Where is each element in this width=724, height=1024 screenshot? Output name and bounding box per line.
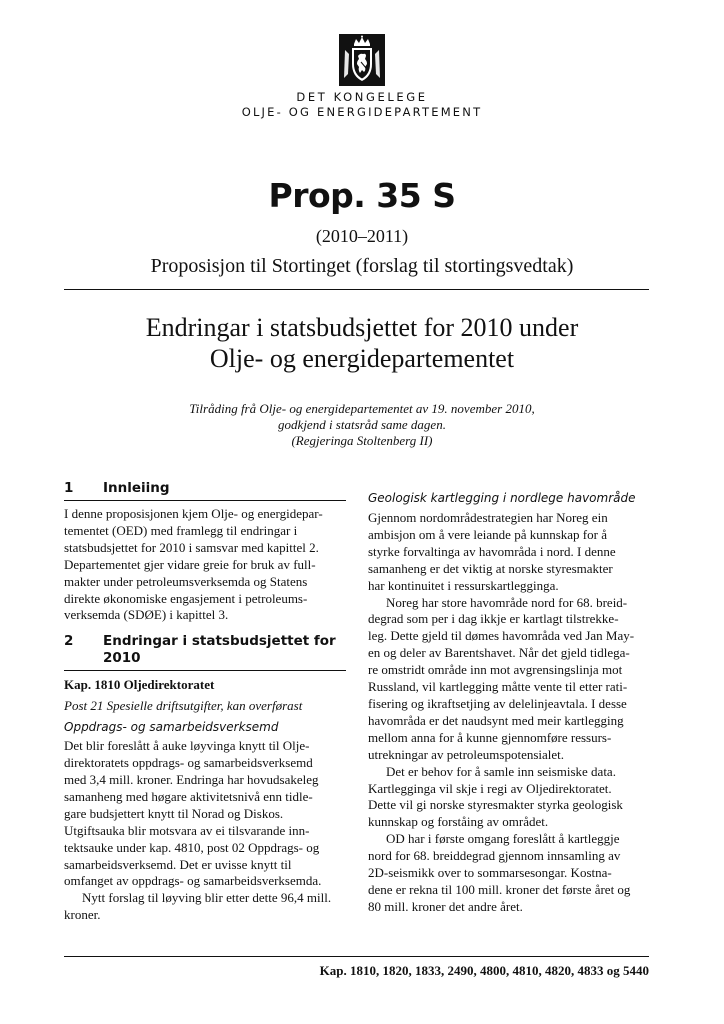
text-line: Nytt forslag til løyving blir etter dette 96,4 mill. bbox=[82, 890, 332, 906]
right-paragraph-4 bbox=[368, 831, 650, 916]
text-line: havområda er det naudsynt med meir kartlegging bbox=[368, 712, 624, 728]
section-title-1: Innleiing bbox=[103, 480, 170, 496]
text-line: Departementet gjer vidare greie for bruk av full- bbox=[64, 556, 316, 572]
text-line: en og deler av Barentshavet. Når det gjeld tidlega- bbox=[368, 645, 630, 661]
post-heading: Post 21 Spesielle driftsutgifter, kan overførast bbox=[64, 698, 303, 714]
text-line: samanheng er det viktig at norske styresmakter bbox=[368, 560, 613, 576]
footer-chapter-list: Kap. 1810, 1820, 1833, 2490, 4800, 4810, 4820, 4833 og 5440 bbox=[319, 963, 649, 978]
text-line: med 3,4 mill. kroner. Endringa har hovudsakeleg bbox=[64, 771, 319, 787]
section1-paragraph bbox=[64, 506, 346, 624]
text-line: direktoratets oppdrags- og samarbeidsverksemd bbox=[64, 755, 313, 771]
text-line: har kontinuitet i ressurskartlegginga. bbox=[368, 577, 559, 593]
subheading-geologisk: Geologisk kartlegging i nordlege havområde bbox=[368, 491, 636, 505]
section-heading-1 bbox=[64, 480, 346, 501]
section2-paragraph-2 bbox=[64, 890, 346, 924]
subheading-oppdrag: Oppdrags- og samarbeidsverksemd bbox=[64, 720, 279, 735]
text-line: 80 mill. kroner det andre året. bbox=[368, 898, 523, 914]
text-line: styrke forvaltinga av havområda i nord. I denne bbox=[368, 543, 616, 559]
main-title-line1: Endringar i statsbudsjettet for 2010 under bbox=[145, 313, 579, 342]
text-line: Det er behov for å samle inn seismiske data. bbox=[386, 763, 616, 779]
text-line: kroner. bbox=[64, 907, 101, 923]
royal-coat-of-arms-icon bbox=[339, 34, 385, 86]
text-line: utrekningar av petroleumspotensialet. bbox=[368, 746, 565, 762]
text-line: Utgiftsauka blir motsvara av ei tilsvarande inn- bbox=[64, 822, 310, 838]
text-line: Kartlegginga vil skje i regi av Oljedirektoratet. bbox=[368, 780, 612, 796]
logo-container bbox=[0, 34, 724, 91]
text-line: tektsauke under kap. 4810, post 02 Oppdrags- og bbox=[64, 839, 320, 855]
text-line: kunnskap og forståing av området. bbox=[368, 814, 549, 830]
text-line: dene er rekna til 100 mill. kroner det første året og bbox=[368, 881, 631, 897]
section-number-1: 1 bbox=[64, 480, 74, 496]
text-line: tementet (OED) med framlegg til endringar i bbox=[64, 522, 298, 538]
text-line: omfanget av oppdrags- og samarbeidsverksemda. bbox=[64, 873, 322, 889]
section2-paragraph-1 bbox=[64, 738, 346, 890]
proposition-title: Prop. 35 S bbox=[268, 176, 456, 215]
text-line: leg. Dette gjeld til dømes havområda ved Jan May- bbox=[368, 628, 635, 644]
right-column bbox=[368, 490, 650, 916]
text-line: Noreg har store havområde nord for 68. breid- bbox=[386, 594, 628, 610]
text-line: nord for 68. breiddegrad gjennom innsamling av bbox=[368, 848, 621, 864]
text-line: makter under petroleumsverksemda og Statens bbox=[64, 573, 308, 589]
text-line: degrad som per i dag ikkje er kartlagt tilstrekke- bbox=[368, 611, 619, 627]
chapter-heading: Kap. 1810 Oljedirektoratet bbox=[64, 677, 215, 693]
title-divider bbox=[64, 289, 649, 290]
text-line: statsbudsjettet for 2010 i samsvar med kapittel 2. bbox=[64, 539, 319, 555]
department-name-line1: DET KONGELEGE bbox=[296, 90, 428, 104]
text-line: samanheng med høgare aktivitetsnivå enn tidle- bbox=[64, 788, 313, 804]
recommendation-line1: Tilråding frå Olje- og energidepartementet av 19. november 2010, bbox=[189, 401, 535, 416]
proposition-subtitle: Proposisjon til Stortinget (forslag til stortingsvedtak) bbox=[150, 255, 574, 277]
left-column bbox=[64, 480, 346, 924]
text-line: Gjennom nordområdestrategien har Noreg ein bbox=[368, 510, 608, 525]
section-number-2: 2 bbox=[64, 633, 74, 650]
footer-divider bbox=[64, 956, 649, 957]
recommendation-block bbox=[60, 401, 664, 449]
section-title-2-line2: 2010 bbox=[103, 650, 141, 667]
session-years: (2010–2011) bbox=[315, 226, 409, 246]
document-main-title bbox=[60, 312, 664, 374]
text-line: direkte økonomiske engasjement i petroleums- bbox=[64, 590, 308, 606]
text-line: ambisjon om å vere leiande på kunnskap for å bbox=[368, 526, 607, 542]
text-line: mellom anna for å kunne gjennomføre ressurs- bbox=[368, 729, 612, 745]
text-line: samarbeidsverksemd. Det er uvisse knytt til bbox=[64, 856, 292, 872]
section-title-2-line1: Endringar i statsbudsjettet for bbox=[103, 633, 336, 650]
right-paragraph-2 bbox=[368, 595, 650, 764]
section-heading-2 bbox=[64, 633, 346, 671]
text-line: verksemda (SDØE) i kapittel 3. bbox=[64, 607, 229, 623]
text-line: Dette vil gi norske styresmakter styrka geologisk bbox=[368, 797, 623, 813]
right-paragraph-1 bbox=[368, 510, 650, 595]
department-name-line2: OLJE- OG ENERGIDEPARTEMENT bbox=[241, 105, 483, 119]
text-line: gare budsjettert knytt til Norad og Diskos. bbox=[64, 805, 284, 821]
main-title-line2: Olje- og energidepartementet bbox=[209, 344, 515, 373]
recommendation-line3: (Regjeringa Stoltenberg II) bbox=[291, 433, 433, 448]
text-line: fisering og ikraftsetjing av delelinjeavtala. I desse bbox=[368, 695, 627, 711]
text-line: re omstridt område inn mot avgrensingslinja mot bbox=[368, 662, 623, 678]
text-line: OD har i første omgang foreslått å kartleggje bbox=[386, 831, 620, 847]
text-line: Russland, vil kartlegging måtte vente til etter rati- bbox=[368, 679, 628, 695]
text-line: 2D-seismikk over to sommarsesongar. Kostna- bbox=[368, 865, 612, 881]
right-paragraph-3 bbox=[368, 764, 650, 832]
text-line: Det blir foreslått å auke løyvinga knytt til Olje- bbox=[64, 738, 310, 754]
recommendation-line2: godkjend i statsråd same dagen. bbox=[278, 417, 446, 432]
text-line: I denne proposisjonen kjem Olje- og energidepar- bbox=[64, 506, 323, 521]
